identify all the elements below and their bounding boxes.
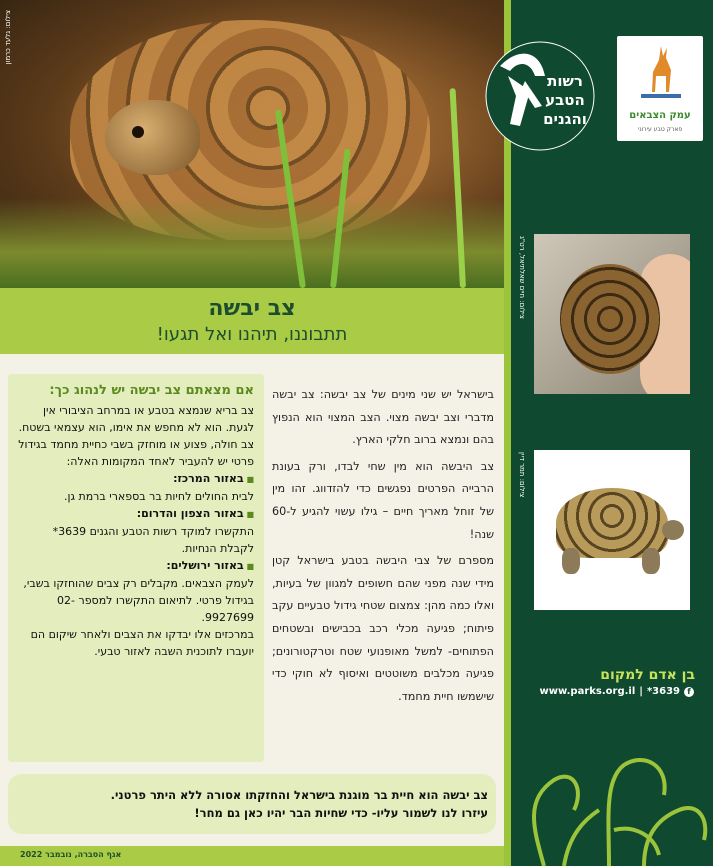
hotline: *3639 [646,686,680,697]
nature-authority-name [535,72,595,129]
facebook-icon[interactable]: f [684,687,694,697]
hero-tortoise-photo [0,0,504,288]
photo1-credit: צילום: חיים שאלתיאל, רט"ג [518,236,526,319]
notice-line: צב יבשה הוא חיית בר מוגנת בישראל והחזקתו אסורה ללא היתר פרטני. [110,788,488,802]
tortoise-leg [562,548,580,574]
brand-line: הטבע [545,91,585,109]
body-paragraph: צב היבשה הוא מין שחי לבדו, ורק בעונת הרבייה הפרטים נפגשים כדי להזדווג. זהו מין של זוחל מאריך חיים – גילו עשוי להגיע ל-60 שנה! [272,459,494,541]
region-center-text: לבית החולים לחיות בר בספארי ברמת גן. [63,490,254,503]
ground [0,198,504,288]
tortoise-shell [560,264,660,374]
region-jerusalem-heading: ■ באזור ירושלים: [18,557,254,575]
decorative-antlers-icon [504,740,713,866]
brand-line: רשות [547,72,583,90]
hero-photo-credit: צילום: גלעד כרמון [4,10,12,65]
region-center-heading: ■ באזור המרכז: [18,470,254,488]
page-subtitle: תתבוננו, תיהנו ואל תגעו! [156,324,348,345]
tortoise-side-photo [534,450,690,610]
notice-line: עיזרו לנו לשמור עליו- כדי שחיות הבר יהיו כאן גם מחר! [194,806,488,820]
tortoise-in-hand-photo [534,234,690,394]
tortoise-head [662,520,684,540]
instructions-intro: צב בריא שנמצא בטבע או במרחב הציבורי אין לגעת. הוא לא מחפש את אימו, הוא עצמאי בשטח. צב חולה, פצוע או מוחזק בשבי כחיית מחמד בגידול פרטי יש להעביר לאחד המקומות האלה: [18,404,254,468]
body-text-column [272,384,494,712]
separator: | [639,686,643,697]
contact-row [524,686,694,697]
brand-line: והגנים [543,110,587,128]
region-north-south-text: התקשרו למוקד רשות הטבע והגנים 3639* לקבלת הנחיות. [52,525,254,555]
tortoise-leg [642,548,660,574]
tortoise-eye [132,126,144,138]
park-logo-subtitle: פארק טבע עירוני [637,126,683,133]
tortoise-head [105,100,200,175]
park-logo-name: עמק הצבאים [629,110,691,121]
instructions-text [18,382,254,660]
body-paragraph: בישראל יש שני מינים של צב יבשה: צב יבשה מדברי וצב יבשה מצוי. הצב המצוי הוא הנפוץ בהם ונמצא ברוב חלקי הארץ. [272,388,494,447]
website-link[interactable]: www.parks.org.il [539,686,636,697]
protection-notice [20,786,488,822]
photo2-credit: צילום: תמר דיין [518,452,526,498]
gazelle-icon [641,42,681,102]
body-paragraph: מספרם של צבי היבשה בטבע בישראל קטן מידי שנה מפני שהם חשופים למגוון של בעיות, ואלו כמה מהן: צמצום שטחי גידול טבעיים עקב פיתוח; פגיעה מכלי רכב בכבישים ובשטחים הפתוחים- למשל מאופנועי שטח וטרקטורונים; פגיעה מכלבים משוטטים ואיסוף לא חוקי כדי שישמשו חיית מחמד. [272,554,494,703]
slogan: בן אדם למקום [600,667,695,683]
page-title: צב יבשה [208,296,296,321]
region-north-south-heading: ■ באזור הצפון והדרום: [18,505,254,523]
publication-note: אגף הסברה, נובמבר 2022 [20,850,122,859]
gazelle-valley-logo [617,36,703,141]
region-jerusalem-text: לעמק הצבאים. מקבלים רק צבים שהוחזקו בשבי, בגידול פרטי. לתיאום התקשרו למספר 02-9927699. [23,577,254,624]
instructions-closing: במרכזים אלו יבדקו את הצבים ולאחר שיקום הם יועברו לתוכנית השבה לאזור טבעי. [30,628,254,658]
instructions-heading: אם מצאתם צב יבשה יש לנהוג כך: [49,383,254,398]
